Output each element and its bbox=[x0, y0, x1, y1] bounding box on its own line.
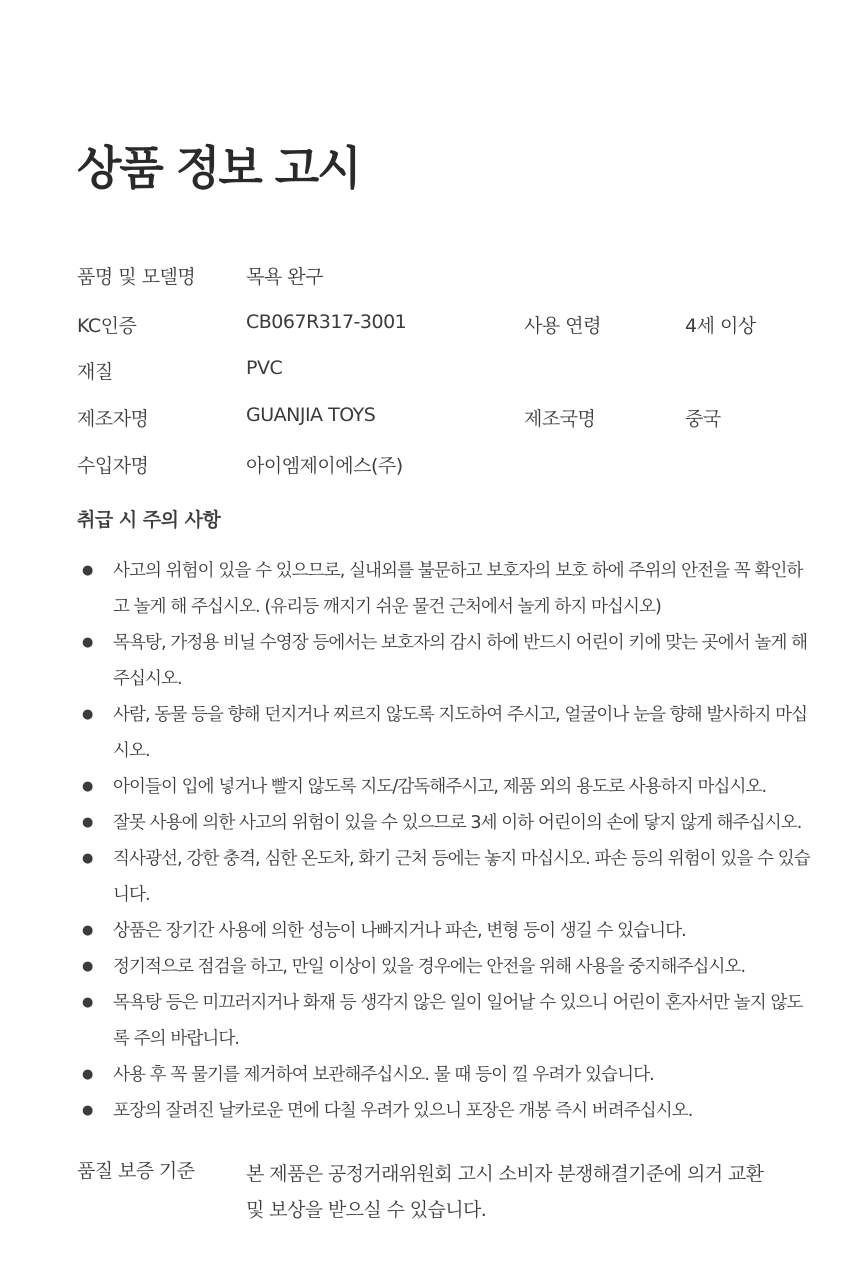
list-item bbox=[0, 553, 860, 625]
caution-text: 포장의 잘려진 날카로운 면에 다칠 우려가 있으니 포장은 개봉 즉시 버려주십시오. bbox=[113, 1101, 693, 1121]
bullet-icon: ● bbox=[82, 851, 93, 866]
warranty-text: 본 제품은 공정거래위원회 고시 소비자 분쟁해결기준에 의거 교환 및 보상을 받으실 수 있습니다. bbox=[246, 1163, 764, 1221]
list-item bbox=[0, 913, 860, 949]
bullet-icon: ● bbox=[82, 995, 93, 1010]
bullet-icon: ● bbox=[82, 563, 93, 578]
country-label: 제조국명 bbox=[524, 408, 596, 430]
manufacturer-value: GUANJIA TOYS bbox=[246, 404, 376, 426]
bullet-icon: ● bbox=[82, 959, 93, 974]
caution-text: 잘못 사용에 의한 사고의 위험이 있을 수 있으므로 3세 이하 어린이의 손에 닿지 않게 해주십시오. bbox=[113, 813, 802, 833]
manufacturer-label: 제조자명 bbox=[77, 408, 149, 430]
country-value: 중국 bbox=[685, 408, 721, 430]
caution-text: 직사광선, 강한 충격, 심한 온도차, 화기 근처 등에는 놓지 마십시오. 파손 등의 위험이 있을 수 있습니다. bbox=[113, 849, 810, 905]
list-item bbox=[0, 769, 860, 805]
info-row-material bbox=[0, 357, 860, 387]
list-item bbox=[0, 1057, 860, 1093]
kc-value: CB067R317-3001 bbox=[246, 311, 407, 333]
list-item bbox=[0, 697, 860, 769]
list-item bbox=[0, 805, 860, 841]
product-name-value: 목욕 완구 bbox=[246, 266, 323, 288]
bullet-icon: ● bbox=[82, 635, 93, 650]
caution-text: 사용 후 꼭 물기를 제거하여 보관해주십시오. 물 때 등이 낄 우려가 있습니다. bbox=[113, 1065, 654, 1085]
handling-title: 취급 시 주의 사항 bbox=[77, 509, 221, 531]
list-item bbox=[0, 1093, 860, 1129]
bullet-icon: ● bbox=[82, 815, 93, 830]
info-row-product-name bbox=[0, 262, 860, 292]
page-title: 상품 정보 고시 bbox=[77, 141, 360, 195]
bullet-icon: ● bbox=[82, 1067, 93, 1082]
age-label: 사용 연령 bbox=[524, 315, 601, 337]
list-item bbox=[0, 949, 860, 985]
caution-text: 상품은 장기간 사용에 의한 성능이 나빠지거나 파손, 변형 등이 생길 수 있습니다. bbox=[113, 921, 686, 941]
importer-label: 수입자명 bbox=[77, 455, 149, 477]
caution-text: 아이들이 입에 넣거나 빨지 않도록 지도/감독해주시고, 제품 외의 용도로 사용하지 마십시오. bbox=[113, 777, 767, 797]
age-value: 4세 이상 bbox=[685, 315, 756, 337]
list-item bbox=[0, 985, 860, 1057]
info-row-kc bbox=[0, 311, 860, 341]
kc-label: KC인증 bbox=[77, 315, 137, 337]
info-row-manufacturer bbox=[0, 404, 860, 434]
list-item bbox=[0, 841, 860, 913]
caution-text: 정기적으로 점검을 하고, 만일 이상이 있을 경우에는 안전을 위해 사용을 중지해주십시오. bbox=[113, 957, 746, 977]
material-label: 재질 bbox=[77, 361, 113, 383]
material-value: PVC bbox=[246, 357, 283, 379]
list-item bbox=[0, 625, 860, 697]
info-row-importer bbox=[0, 451, 860, 481]
product-name-label: 품명 및 모델명 bbox=[77, 266, 196, 288]
bullet-icon: ● bbox=[82, 779, 93, 794]
caution-text: 사고의 위험이 있을 수 있으므로, 실내외를 불문하고 보호자의 보호 하에 주위의 안전을 꼭 확인하고 놀게 해 주십시오. (유리등 깨지기 쉬운 물건 근처에서 놀게 하지 마십시오) bbox=[113, 561, 803, 617]
caution-text: 목욕탕 등은 미끄러지거나 화재 등 생각지 않은 일이 일어날 수 있으니 어린이 혼자서만 놀지 않도록 주의 바랍니다. bbox=[113, 993, 803, 1049]
caution-text: 목욕탕, 가정용 비닐 수영장 등에서는 보호자의 감시 하에 반드시 어린이 키에 맞는 곳에서 놀게 해주십시오. bbox=[113, 633, 808, 689]
caution-list bbox=[0, 553, 860, 1129]
warranty-label: 품질 보증 기준 bbox=[77, 1160, 195, 1182]
bullet-icon: ● bbox=[82, 923, 93, 938]
bullet-icon: ● bbox=[82, 1103, 93, 1118]
importer-value: 아이엠제이에스(주) bbox=[246, 455, 403, 477]
caution-text: 사람, 동물 등을 향해 던지거나 찌르지 않도록 지도하여 주시고, 얼굴이나 눈을 향해 발사하지 마십시오. bbox=[113, 705, 808, 761]
bullet-icon: ● bbox=[82, 707, 93, 722]
